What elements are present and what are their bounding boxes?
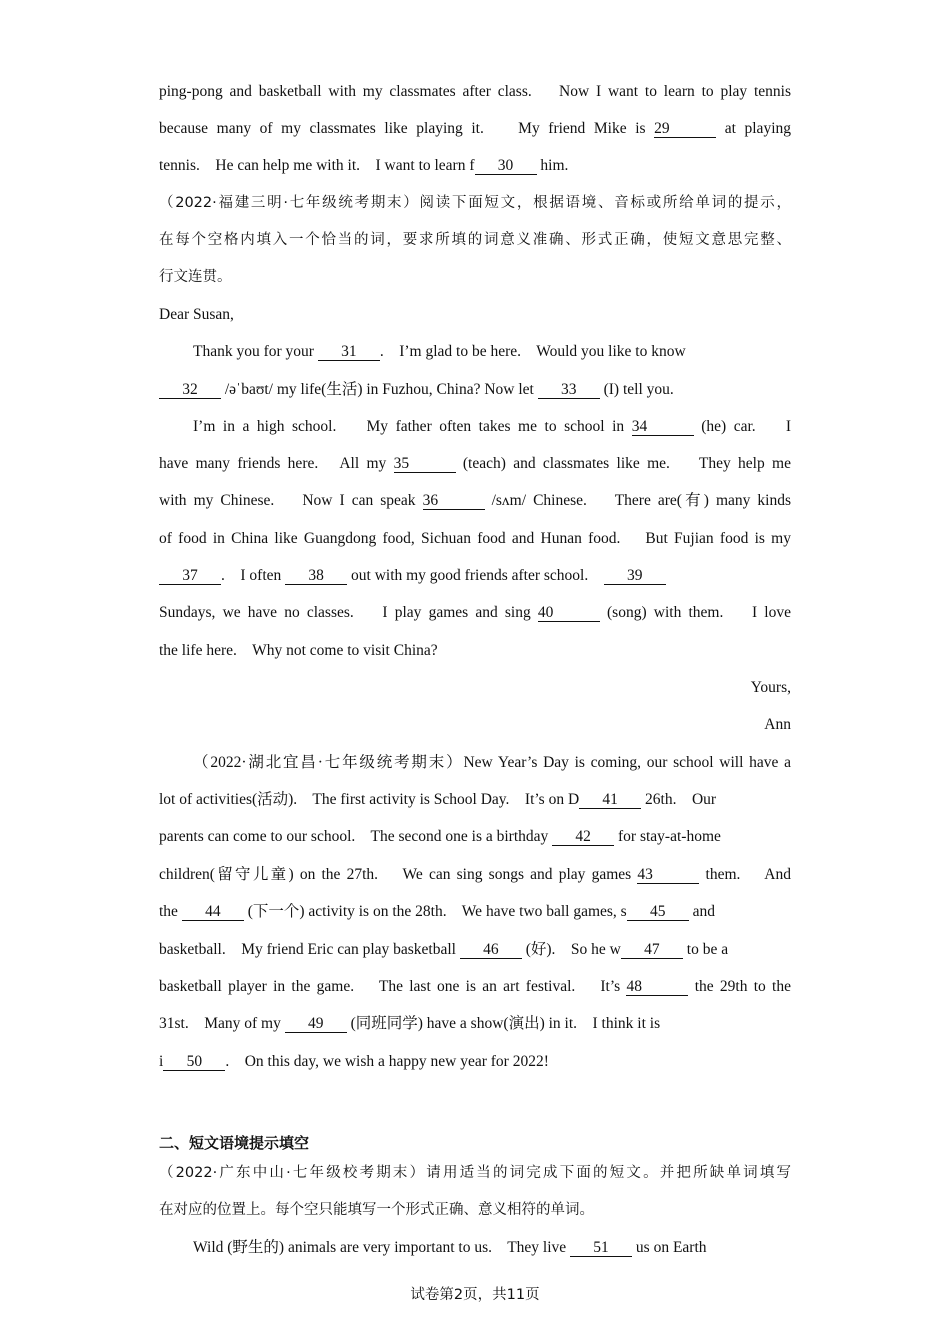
text-line [159,790,791,810]
text-line [159,865,791,885]
text-line [159,156,791,176]
text-line [159,1014,791,1034]
text-segment: children(留守儿童) on the 27th. We can sing songs and play games [159,866,638,883]
text-segment: lot of activities(活动). The first activity is School Day. It’s on D [159,791,580,808]
answer-blank-33[interactable]: 33 [538,381,600,399]
text-line [159,82,791,102]
text-segment: the 29th to the [688,978,791,995]
answer-blank-38[interactable]: 38 [285,567,347,585]
text-segment: （2022·湖北宜昌·七年级统考期末）New Year’s Day is coming, our school will have a [193,754,791,771]
answer-blank-47[interactable]: 47 [621,941,683,959]
text-segment: Wild (野生的) animals are very important to us. They live [193,1239,571,1256]
text-segment: . I’m glad to be here. Would you like to know [379,343,686,360]
text-segment: (下一个) activity is on the 28th. We have two ball games, s [243,903,627,920]
text-segment: and [688,903,715,920]
answer-blank-48[interactable]: 48 [626,978,688,996]
answer-blank-35[interactable]: 35 [394,455,456,473]
question-intro: 在对应的位置上。每个空只能填写一个形式正确、意义相符的单词。 [159,1202,594,1218]
answer-blank-40[interactable]: 40 [538,604,600,622]
text-segment: to be a [682,941,729,958]
text-segment: at playing [716,120,791,137]
answer-blank-36[interactable]: 36 [423,492,485,510]
text-segment: . I often [221,567,286,584]
answer-blank-34[interactable]: 34 [632,418,694,436]
answer-blank-30[interactable]: 30 [475,157,537,175]
section-heading: 二、短文语境提示填空 [159,1134,310,1152]
text-line [159,491,791,511]
text-segment: the [159,903,182,920]
answer-blank-39[interactable]: 39 [604,567,666,585]
text-segment: Thank you for your [193,343,318,360]
text-segment: I’m in a high school. My father often takes me to school in [193,418,632,435]
text-segment: tennis. He can help me with it. I want to learn f [159,157,475,174]
text-line [159,1238,791,1258]
text-segment: with my Chinese. Now I can speak [159,492,423,509]
text-segment: ping-pong and basketball with my classmates after class. Now I want to learn to play tennis [159,83,791,100]
question-intro: 在每个空格内填入一个恰当的词，要求所填的词意义准确、形式正确，使短文意思完整、 [159,232,791,248]
text-segment: (song) with them. I love [599,604,791,621]
answer-blank-45[interactable]: 45 [627,903,689,921]
text-segment: out with my good friends after school. [347,567,604,584]
text-line [159,529,791,549]
text-segment: the life here. Why not come to visit China? [159,642,438,659]
text-line [159,902,791,922]
text-line [159,641,791,661]
page-footer: 试卷第2页，共11页 [410,1287,540,1303]
text-line [159,342,791,362]
question-intro: （2022·广东中山·七年级校考期末）请用适当的词完成下面的短文。并把所缺单词填写 [159,1165,791,1181]
answer-blank-43[interactable]: 43 [637,866,699,884]
text-segment: because many of my classmates like playing it. My friend Mike is [159,120,655,137]
text-segment: have many friends here. All my [159,455,394,472]
text-segment: basketball. My friend Eric can play basketball [159,941,460,958]
text-segment: (teach) and classmates like me. They help me [455,455,791,472]
answer-blank-51[interactable]: 51 [570,1239,632,1257]
answer-blank-46[interactable]: 46 [460,941,522,959]
answer-blank-37[interactable]: 37 [159,567,221,585]
question-intro: 行文连贯。 [159,269,232,285]
text-segment: /sʌm/ Chinese. There are(有) many kinds [484,492,792,509]
text-line [159,566,791,586]
text-segment: (I) tell you. [599,381,674,398]
text-line [159,753,791,773]
text-segment: i [159,1053,164,1070]
text-line [159,380,791,400]
answer-blank-49[interactable]: 49 [285,1015,347,1033]
answer-blank-41[interactable]: 41 [579,791,641,809]
question-intro: （2022·福建三明·七年级统考期末）阅读下面短文，根据语境、音标或所给单词的提示， [159,195,791,211]
text-segment: /əˈbaʊt/ my life(生活) in Fuzhou, China? Now let [221,381,538,398]
text-segment: for stay-at-home [614,828,721,845]
text-line [159,417,791,437]
answer-blank-42[interactable]: 42 [552,828,614,846]
text-segment: 26th. Our [641,791,717,808]
answer-blank-44[interactable]: 44 [182,903,244,921]
text-line [159,119,791,139]
text-segment: them. And [699,866,791,883]
text-segment: us on Earth [632,1239,707,1256]
text-segment: Sundays, we have no classes. I play games and sing [159,604,538,621]
letter-closing: Yours, [750,679,791,696]
text-segment: him. [536,157,569,174]
letter-greeting: Dear Susan, [159,306,234,323]
text-segment: (好). So he w [521,941,621,958]
answer-blank-50[interactable]: 50 [163,1053,225,1071]
text-line [159,977,791,997]
text-segment: of food in China like Guangdong food, Sichuan food and Hunan food. But Fujian food is my [159,530,791,547]
text-segment: (同班同学) have a show(演出) in it. I think it is [346,1015,661,1032]
text-line [159,603,791,623]
text-line [159,827,791,847]
answer-blank-31[interactable]: 31 [318,343,380,361]
text-line [159,454,791,474]
text-segment: basketball player in the game. The last one is an art festival. It’s [159,978,627,995]
text-line [159,940,791,960]
letter-signature: Ann [764,716,791,733]
text-segment: parents can come to our school. The second one is a birthday [159,828,553,845]
text-line [159,1052,791,1072]
text-segment: (he) car. I [693,418,791,435]
text-segment: 31st. Many of my [159,1015,285,1032]
answer-blank-32[interactable]: 32 [159,381,221,399]
text-segment: . On this day, we wish a happy new year for 2022! [225,1053,549,1070]
answer-blank-29[interactable]: 29 [654,120,716,138]
